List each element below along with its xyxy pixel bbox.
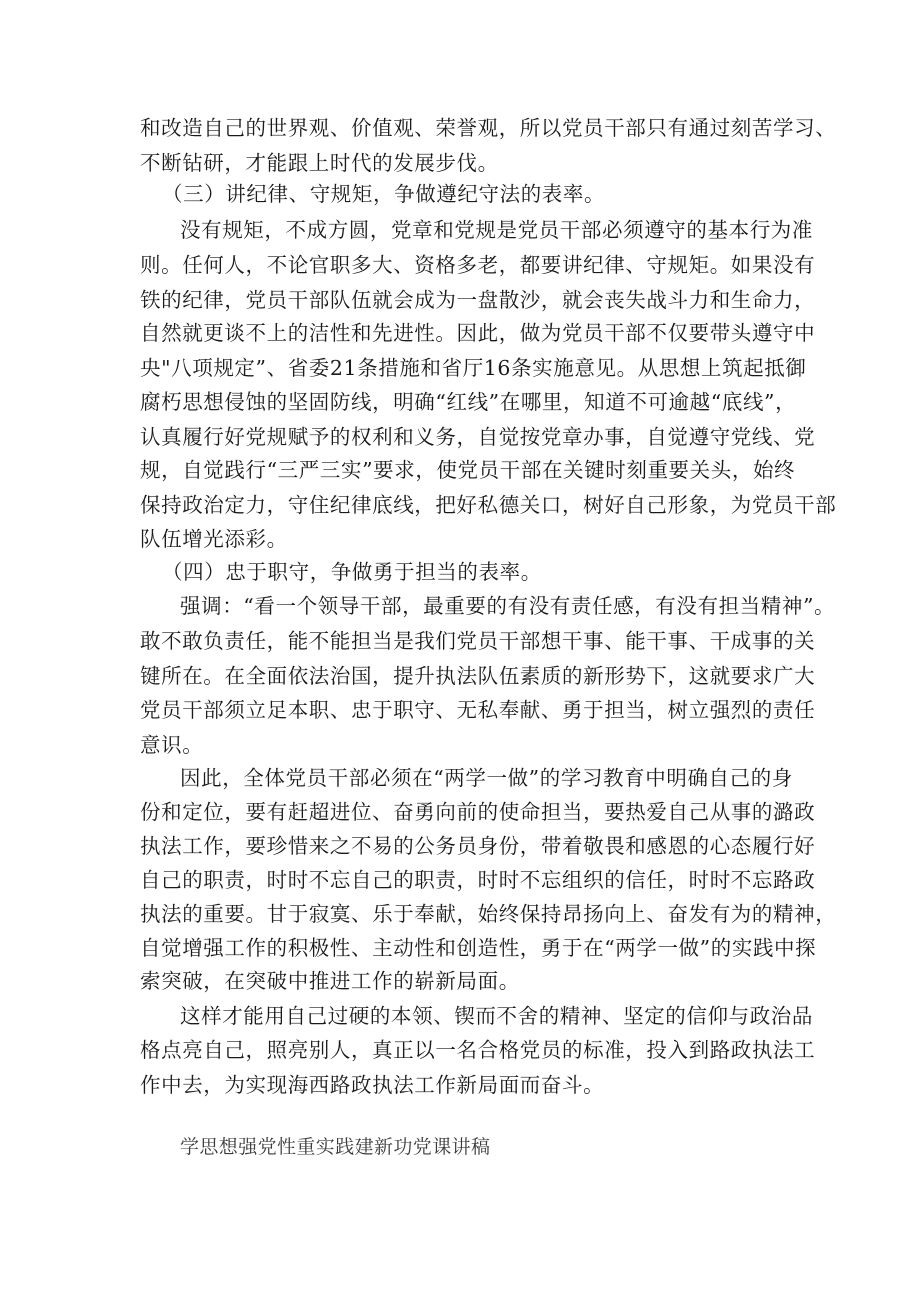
text-line: 份和定位，要有赶超进位、奋勇向前的使命担当，要热爱自己从事的潞政 bbox=[140, 800, 816, 824]
text-line: 索突破，在突破中推进工作的崭新局面。 bbox=[140, 969, 520, 993]
text-line: 保持政治定力，守住纪律底线，把好私德关口，树好自己形象，为党员干部 bbox=[140, 493, 837, 517]
text-line: 队伍增光添彩。 bbox=[140, 527, 288, 551]
section-heading: （三）讲纪律、守规矩，争做遵纪守法的表率。 bbox=[162, 182, 606, 206]
text-line: 这样才能用自己过硬的本领、锲而不舍的精神、坚定的信仰与政治品 bbox=[180, 1004, 813, 1028]
text-line: 央"八项规定”、省委21条措施和省厅16条实施意见。从思想上筑起抵御 bbox=[140, 356, 807, 380]
text-line: 执法工作，要珍惜来之不易的公务员身份，带着敬畏和感恩的心态履行好 bbox=[140, 834, 816, 858]
text-line: 认真履行好党规赋予的权利和义务，自觉按党章办事，自觉遵守党线、党 bbox=[140, 425, 816, 449]
text-line: 意识。 bbox=[140, 733, 204, 757]
text-line: 敢不敢负责任，能不能担当是我们党员干部想干事、能干事、干成事的关 bbox=[140, 629, 816, 653]
text-line: 腐朽思想侵蚀的坚固防线，明确“红线”在哪里，知道不可逾越“底线”， bbox=[140, 390, 797, 414]
text-line: 执法的重要。甘于寂寞、乐于奉献，始终保持昂扬向上、奋发有为的精神， bbox=[140, 902, 837, 926]
text-line: 自觉增强工作的积极性、主动性和创造性，勇于在“两学一做”的实践中探 bbox=[140, 936, 817, 960]
text-line: 键所在。在全面依法治国，提升执法队伍素质的新形势下，这就要求广大 bbox=[140, 664, 816, 688]
document-title: 学思想强党性重实践建新功党课讲稿 bbox=[180, 1136, 491, 1158]
section-heading: （四）忠于职守，争做勇于担当的表率。 bbox=[162, 560, 542, 584]
text-line: 强调：“看一个领导干部，最重要的有没有责任感，有没有担当精神”。 bbox=[180, 594, 836, 618]
text-line: 自己的职责，时时不忘自己的职责，时时不忘组织的信任，时时不忘路政 bbox=[140, 868, 816, 892]
text-line: 自然就更谈不上的洁性和先进性。因此，做为党员干部不仅要带头遵守中 bbox=[140, 321, 816, 345]
text-line: 规，自觉践行“三严三实”要求，使党员干部在关键时刻重要关头，始终 bbox=[140, 458, 796, 482]
text-line: 铁的纪律，党员干部队伍就会成为一盘散沙，就会丧失战斗力和生命力， bbox=[140, 288, 816, 312]
text-line: 则。任何人，不论官职多大、资格多老，都要讲纪律、守规矩。如果没有 bbox=[140, 253, 816, 277]
text-line: 格点亮自己，照亮别人，真正以一名合格党员的标准，投入到路政执法工 bbox=[140, 1038, 816, 1062]
text-line: 没有规矩，不成方圆，党章和党规是党员干部必须遵守的基本行为准 bbox=[180, 218, 813, 242]
text-line: 因此，全体党员干部必须在“两学一做”的学习教育中明确自己的身 bbox=[180, 766, 793, 790]
text-line: 党员干部须立足本职、忠于职守、无私奉献、勇于担当，树立强烈的责任 bbox=[140, 698, 816, 722]
text-line: 不断钻研，才能跟上时代的发展步伐。 bbox=[140, 151, 499, 175]
text-line: 作中去，为实现海西路政执法工作新局面而奋斗。 bbox=[140, 1073, 605, 1097]
text-line: 和改造自己的世界观、价值观、荣誉观，所以党员干部只有通过刻苦学习、 bbox=[140, 116, 837, 140]
